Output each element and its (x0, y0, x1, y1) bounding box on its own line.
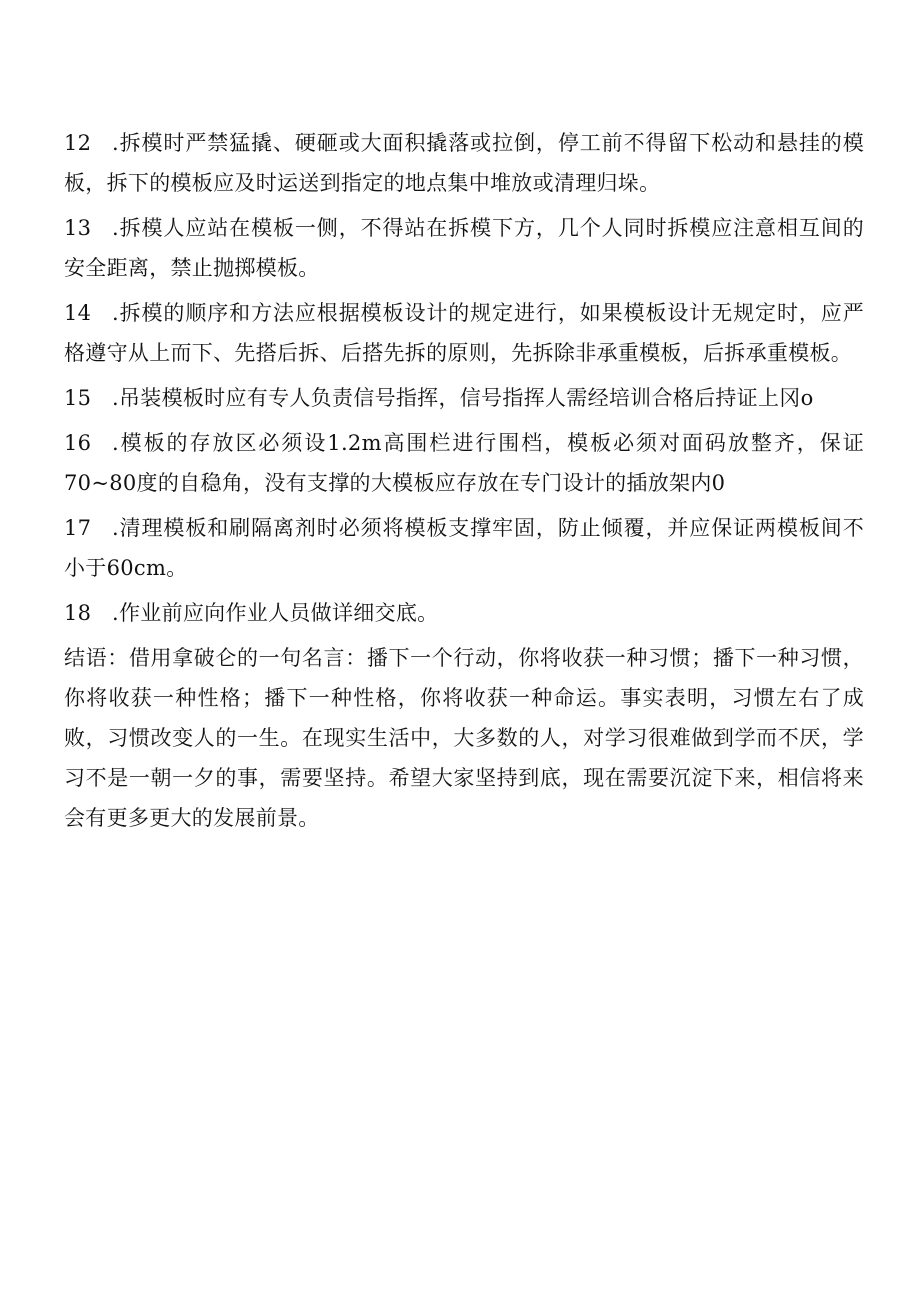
item-text: .拆模时严禁猛撬、硬砸或大面积撬落或拉倒，停工前不得留下松动和悬挂的模板，拆下的模板应及时运送到指定的地点集中堆放或清理归垛。 (64, 131, 864, 195)
item-number: 14 (64, 301, 92, 325)
list-item-16 (64, 423, 864, 503)
item-text: .吊装模板时应有专人负责信号指挥，信号指挥人需经培训合格后持证上冈o (112, 386, 814, 410)
item-number: 18 (64, 601, 92, 625)
item-text: .清理模板和刷隔离剂时必须将模板支撑牢固，防止倾覆，并应保证两模板间不小于60cm。 (64, 516, 864, 580)
item-text: .作业前应向作业人员做详细交底。 (112, 601, 439, 625)
item-number: 15 (64, 386, 92, 410)
item-number: 16 (64, 431, 92, 455)
item-text: .模板的存放区必须设1.2m高围栏进行围档，模板必须对面码放整齐，保证70~80度的自稳角，没有支撑的大模板应存放在专门设计的插放架内0 (64, 431, 864, 495)
item-number: 17 (64, 516, 92, 540)
list-item-18 (64, 593, 864, 633)
list-item-12 (64, 123, 864, 203)
list-item-13 (64, 208, 864, 288)
item-text: .拆模人应站在模板一侧，不得站在拆模下方，几个人同时拆模应注意相互间的安全距离，禁止抛掷模板。 (64, 216, 864, 280)
list-item-14 (64, 293, 864, 373)
document-body (64, 123, 864, 843)
item-number: 12 (64, 131, 92, 155)
list-item-15 (64, 378, 864, 418)
conclusion-paragraph: 结语：借用拿破仑的一句名言：播下一个行动，你将收获一种习惯；播下一种习惯，你将收获一种性格；播下一种性格，你将收获一种命运。事实表明，习惯左右了成败，习惯改变人的一生。在现实生活中，大多数的人，对学习很难做到学而不厌，学习不是一朝一夕的事，需要坚持。希望大家坚持到底，现在需要沉淀下来，相信将来会有更多更大的发展前景。 (64, 646, 864, 830)
item-number: 13 (64, 216, 92, 240)
item-text: .拆模的顺序和方法应根据模板设计的规定进行，如果模板设计无规定时，应严格遵守从上而下、先搭后拆、后搭先拆的原则，先拆除非承重模板，后拆承重模板。 (64, 301, 864, 365)
list-item-17 (64, 508, 864, 588)
